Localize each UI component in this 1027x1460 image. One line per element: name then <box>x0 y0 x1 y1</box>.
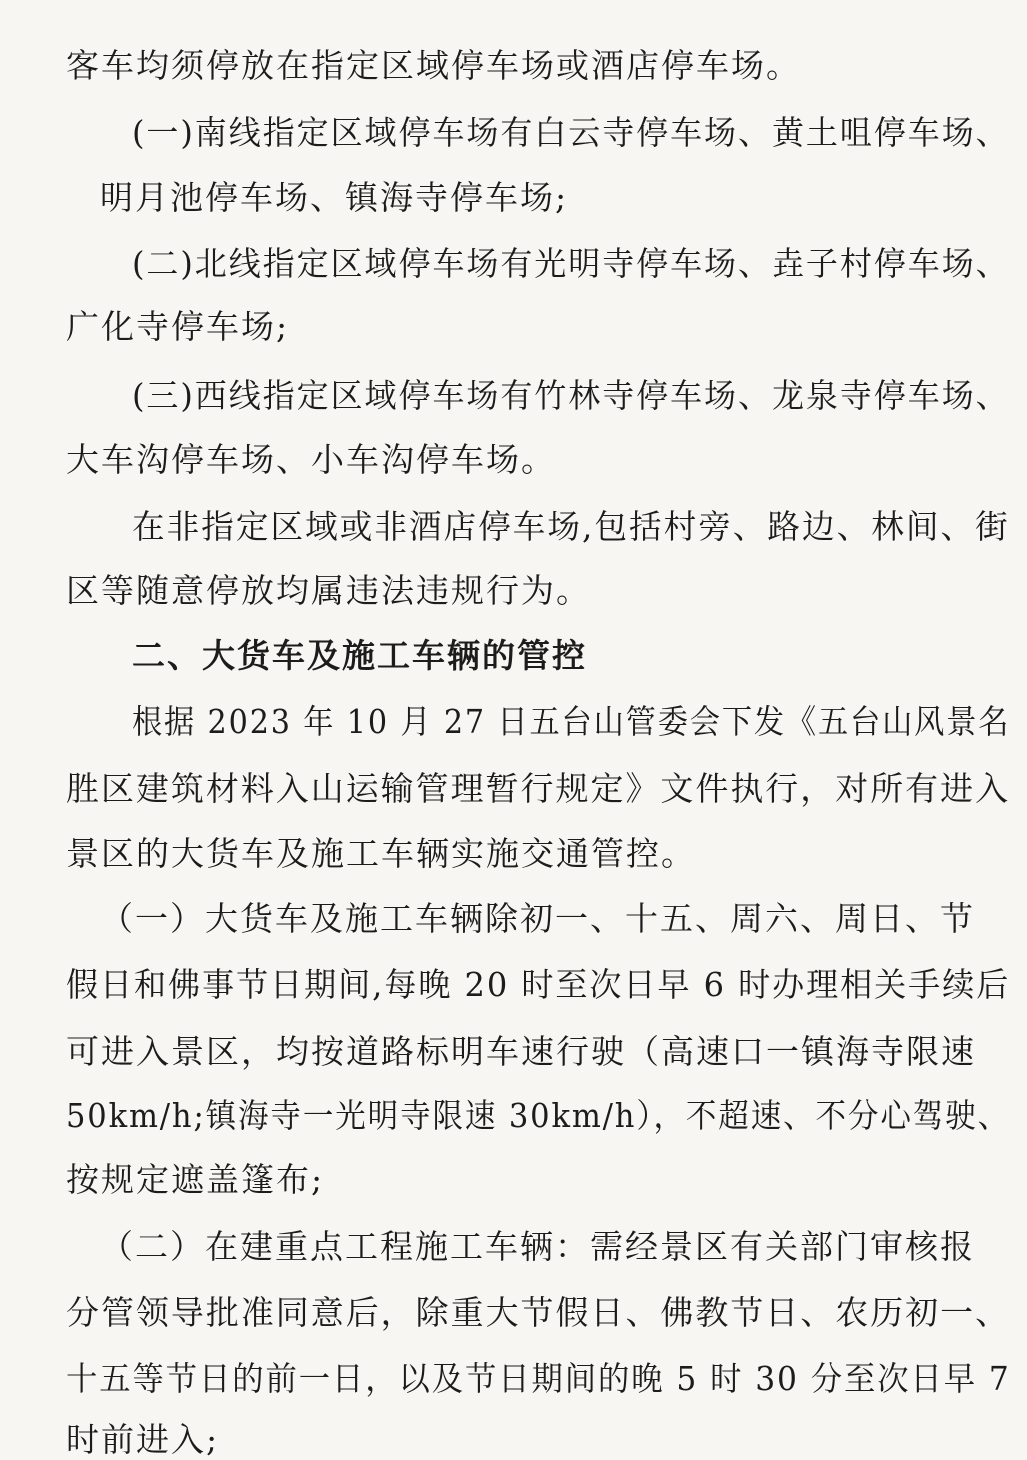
text-line-5: 广化寺停车场; <box>66 307 290 346</box>
text-line-19: （二）在建重点工程施工车辆：需经景区有关部门审核报 <box>100 1227 975 1266</box>
text-line-21: 十五等节日的前一日，以及节日期间的晚 5 时 30 分至次日早 7 <box>66 1359 1011 1398</box>
text-line-13: 景区的大货车及施工车辆实施交通管控。 <box>66 834 696 873</box>
text-line-18: 按规定遮盖篷布; <box>66 1160 325 1199</box>
text-line-17: 50km/h;镇海寺一光明寺限速 30km/h），不超速、不分心驾驶、 <box>66 1096 1010 1135</box>
text-line-7: 大车沟停车场、小车沟停车场。 <box>66 440 556 479</box>
section-heading: 二、大货车及施工车辆的管控 <box>132 636 587 675</box>
text-line-8: 在非指定区域或非酒店停车场,包括村旁、路边、林间、街 <box>132 507 1010 546</box>
text-line-12: 胜区建筑材料入山运输管理暂行规定》文件执行，对所有进入 <box>66 769 1011 808</box>
text-line-1: 客车均须停放在指定区域停车场或酒店停车场。 <box>66 46 801 85</box>
text-line-15: 假日和佛事节日期间,每晚 20 时至次日早 6 时办理相关手续后 <box>66 965 1011 1004</box>
text-line-11: 根据 2023 年 10 月 27 日五台山管委会下发《五台山风景名 <box>132 702 1011 741</box>
text-line-2: (一)南线指定区域停车场有白云寺停车场、黄土咀停车场、 <box>132 113 1010 152</box>
text-line-16: 可进入景区，均按道路标明车速行驶（高速口一镇海寺限速 <box>66 1032 976 1071</box>
text-line-22: 时前进入; <box>66 1420 220 1459</box>
text-line-9: 区等随意停放均属违法违规行为。 <box>66 571 591 610</box>
text-line-3: 明月池停车场、镇海寺停车场; <box>100 178 569 217</box>
text-line-20: 分管领导批准同意后，除重大节假日、佛教节日、农历初一、 <box>66 1293 1011 1332</box>
text-line-4: (二)北线指定区域停车场有光明寺停车场、垚子村停车场、 <box>132 244 1010 283</box>
text-line-14: （一）大货车及施工车辆除初一、十五、周六、周日、节 <box>100 899 975 938</box>
text-line-6: (三)西线指定区域停车场有竹林寺停车场、龙泉寺停车场、 <box>132 376 1010 415</box>
